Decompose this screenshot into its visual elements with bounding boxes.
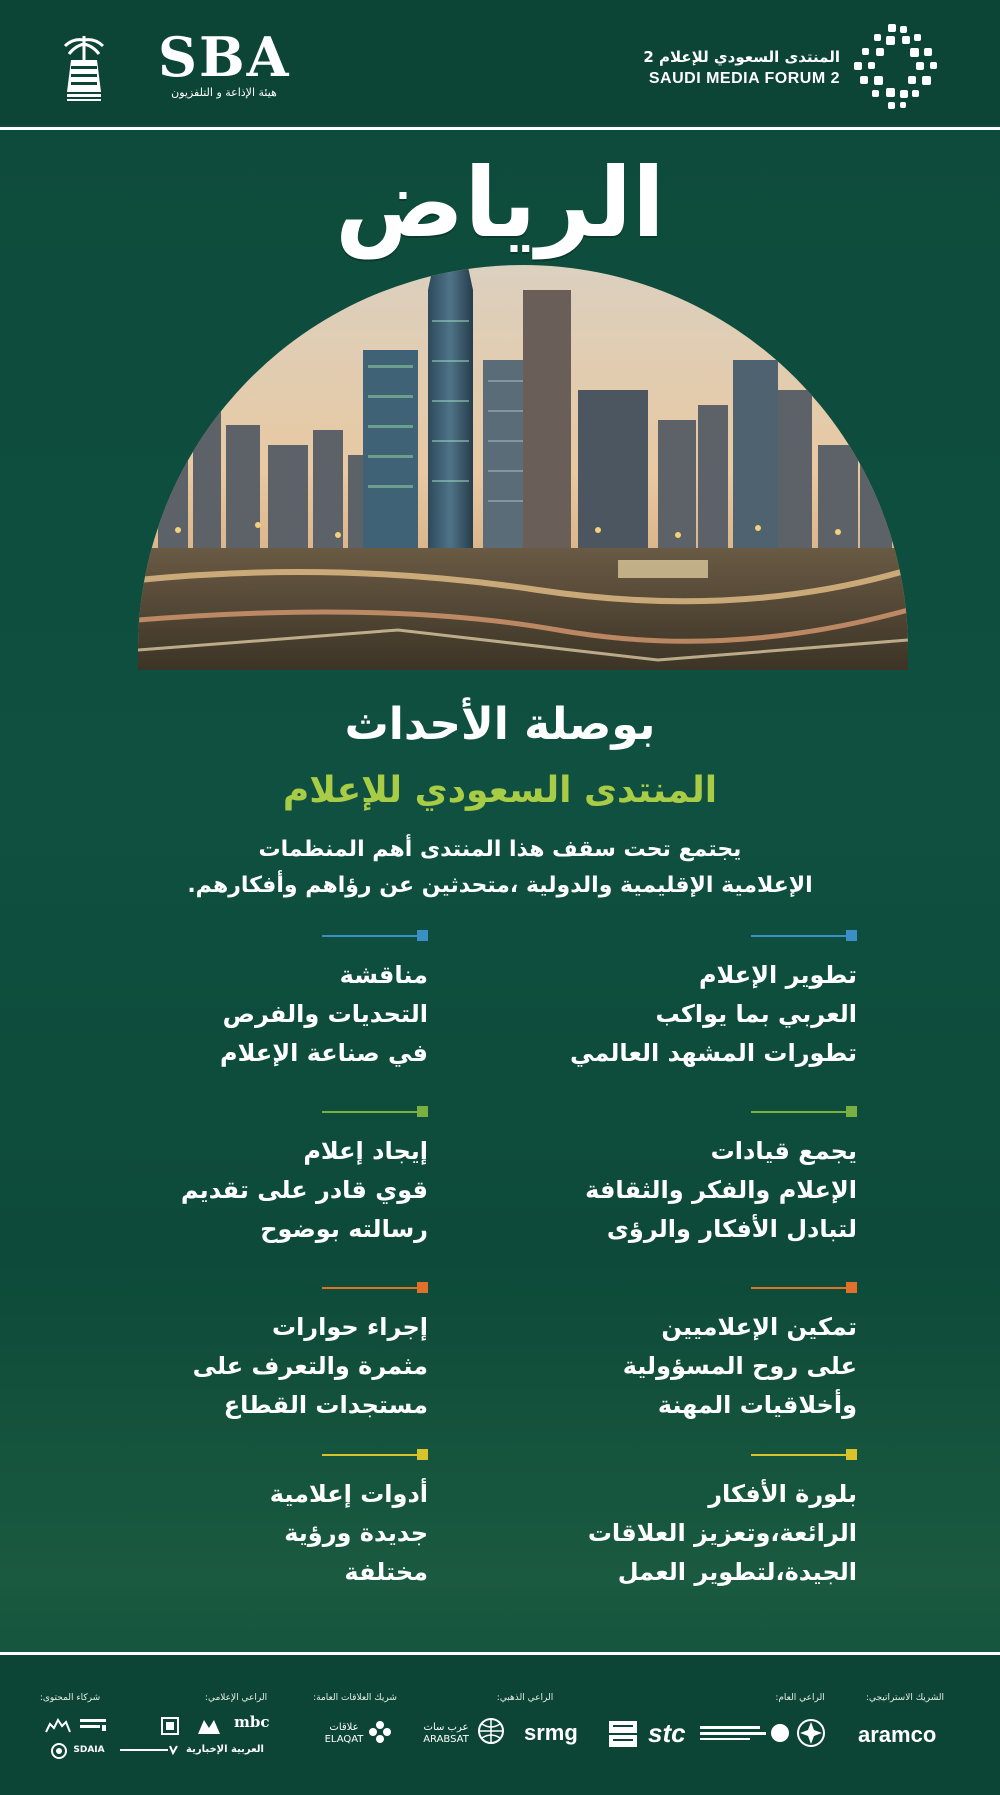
goal-accent-square: [417, 1106, 428, 1117]
subheadline: المنتدى السعودي للإعلام: [282, 770, 718, 811]
header-bar: [0, 0, 1000, 125]
forum-name-english: SAUDI MEDIA FORUM 2: [648, 70, 840, 87]
goal-text: أدوات إعلامية جديدة ورؤية مختلفة: [269, 1480, 428, 1586]
goal-item: [98, 930, 428, 1073]
goal-accent-line: [751, 1111, 846, 1113]
elaqat-flower-icon: [368, 1720, 392, 1744]
goal-item: [98, 1282, 428, 1425]
goal-text: مناقشة التحديات والفرص في صناعة الإعلام: [220, 961, 428, 1067]
pr-partner-label: شريك العلاقات العامة:: [313, 1693, 397, 1703]
goal-accent-line: [322, 1287, 417, 1289]
elaqat-logo: علاقات ELAQAT: [324, 1722, 364, 1745]
goal-accent-line: [751, 1454, 846, 1456]
media-sponsor-label: الراعي الإعلامي:: [204, 1693, 268, 1703]
sba-logo-mark: SBA: [158, 25, 291, 89]
goal-item: [98, 1449, 428, 1592]
alarabiya-logo: العربية الإخبارية: [186, 1744, 264, 1755]
goal-text: يجمع قيادات الإعلام والفكر والثقافة لتبادل الأفكار والرؤى: [585, 1137, 857, 1243]
goal-accent-line: [322, 1454, 417, 1456]
saudi-media-forum-logo: [590, 22, 940, 112]
goal-accent-bar: [527, 1449, 857, 1461]
riyadh-skyline-image: [138, 230, 908, 670]
goal-accent-line: [751, 1287, 846, 1289]
goal-text: إجراء حوارات مثمرة والتعرف على مستجدات القطاع: [192, 1313, 428, 1419]
sba-logo: [158, 25, 291, 100]
header-divider: [0, 127, 1000, 130]
goal-accent-square: [417, 1449, 428, 1460]
goal-accent-square: [846, 1282, 857, 1293]
forum-logo-text: [643, 46, 840, 90]
forum-dots-icon: [850, 22, 940, 112]
sdaia-emblem-icon: [50, 1742, 68, 1760]
goal-accent-square: [846, 930, 857, 941]
goal-item: [527, 1449, 857, 1592]
srmg-logo: srmg: [524, 1720, 578, 1745]
camel-logo-icon: [44, 1716, 72, 1734]
goal-accent-square: [846, 1449, 857, 1460]
goal-item: [527, 1106, 857, 1249]
goal-accent-bar: [527, 1282, 857, 1294]
general-sponsor-label: الراعي العام:: [775, 1693, 825, 1703]
headline: بوصلة الأحداث: [344, 699, 656, 750]
gold-sponsor-label: الراعي الذهبي:: [496, 1693, 554, 1703]
authority-emblem-icon: [796, 1718, 826, 1748]
goal-accent-bar: [98, 1106, 428, 1118]
intro-line-1: يجتمع تحت سقف هذا المنتدى أهم المنظمات: [258, 837, 742, 862]
goal-item: [98, 1106, 428, 1249]
aramco-logo: aramco: [858, 1722, 937, 1747]
goal-text: إيجاد إعلام قوي قادر على تقديم رسالته بوضوح: [180, 1137, 428, 1243]
arabsat-logo: عرب سات ARABSAT: [423, 1722, 469, 1745]
strategic-partner-label: الشريك الاستراتيجي:: [865, 1693, 945, 1703]
goal-accent-square: [417, 1282, 428, 1293]
goal-accent-square: [417, 930, 428, 941]
content-partners-label: شركاء المحتوى:: [39, 1693, 101, 1703]
intro-paragraph: [120, 832, 880, 904]
tv-channel-icon: [160, 1716, 180, 1736]
palm-emblem-icon: [55, 30, 113, 104]
goal-accent-line: [751, 935, 846, 937]
stc-logo: stc: [648, 1718, 686, 1748]
goal-accent-bar: [98, 1449, 428, 1461]
goal-item: [527, 930, 857, 1073]
goal-accent-bar: [527, 930, 857, 942]
authority-logo-icon: [700, 1722, 790, 1744]
goal-accent-bar: [98, 1282, 428, 1294]
content-partner-logo-icon: [78, 1716, 108, 1734]
goal-accent-square: [846, 1106, 857, 1117]
hero-city-title: الرياض: [335, 147, 665, 259]
sba-logo-subtitle: هيئة الإذاعة و التلفزيون: [171, 86, 277, 99]
goal-accent-line: [322, 935, 417, 937]
saudi-channel-icon: [196, 1716, 222, 1736]
goal-item: [527, 1282, 857, 1425]
sdaia-logo: SDAIA: [73, 1745, 105, 1755]
spa-logo-icon: [608, 1720, 638, 1748]
intro-line-2: الإعلامية الإقليمية والدولية ،متحدثين عن رؤاهم وأفكارهم.: [187, 873, 813, 898]
forum-name-arabic: المنتدى السعودي للإعلام 2: [643, 48, 840, 66]
goal-accent-line: [322, 1111, 417, 1113]
media-partner-wordmark-icon: [120, 1744, 178, 1756]
goal-text: بلورة الأفكار الرائعة،وتعزيز العلاقات الجيدة،لتطوير العمل: [587, 1480, 857, 1586]
goal-text: تطوير الإعلام العربي بما يواكب تطورات المشهد العالمي: [570, 961, 857, 1067]
mbc-logo: mbc: [234, 1713, 270, 1731]
goal-accent-bar: [98, 930, 428, 942]
goal-accent-bar: [527, 1106, 857, 1118]
arabsat-globe-icon: [476, 1716, 506, 1746]
goal-text: تمكين الإعلاميين على روح المسؤولية وأخلاقيات المهنة: [622, 1313, 857, 1419]
